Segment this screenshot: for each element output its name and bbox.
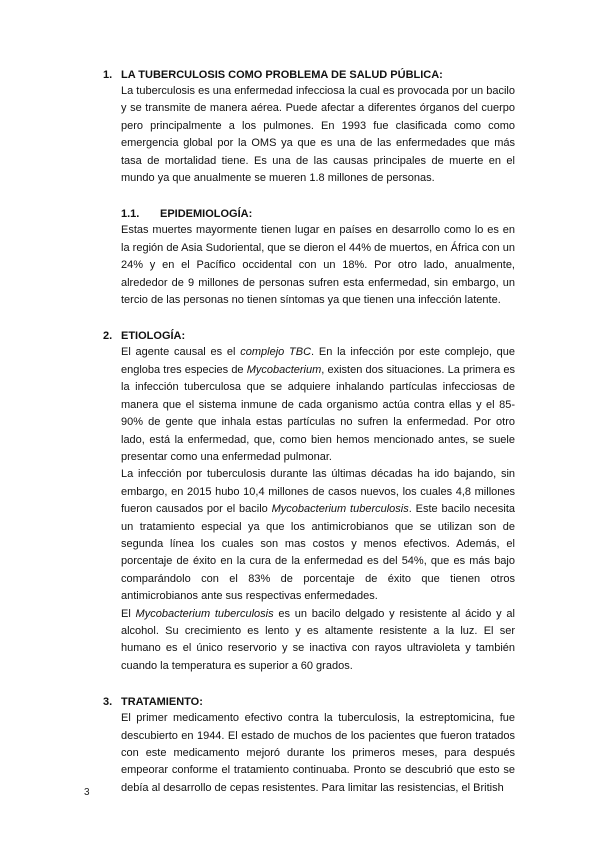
section-number: 2.: [103, 330, 113, 343]
section-title: ETIOLOGÍA:: [121, 330, 186, 343]
text-run: . Este bacilo necesita un tratamiento especial ya que los antimicrobianos que se utilizan son de segunda línea los cuales son mas costos y menos efectivos. Además, el porcentaje de éxito en la cura de la enfermedad es del 54%, que es más bajo comparándolo con el 83% de porcentaje de éxito que tienen otros antimicrobianos ante sus respectivas enfermedades.: [121, 503, 515, 603]
section-title: TRATAMIENTO:: [121, 696, 203, 709]
italic-term: Mycobacterium tuberculosis: [271, 503, 409, 516]
text-run: . En la infección por este complejo, que engloba tres especies de: [121, 346, 515, 376]
italic-term: complejo TBC: [240, 346, 312, 359]
text-run: El: [121, 607, 136, 620]
text-run: , existen dos situaciones. La primera es la infección tuberculosa que se adquiere inhalando partículas infecciosas de manera que el sistema inmune de cada organismo actúa contra ellas y el 85-90% de gente que inhala estas partículas no sufren la enfermedad. Por otro lado, está la enfermedad, que, como bien hemos mencionado antes, se suele presentar como una enfermedad pulmonar.: [121, 363, 515, 463]
section-3-paragraph: El primer medicamento efectivo contra la tuberculosis, la estreptomicina, fue descubierto en 1944. El estado de muchos de los pacientes que fueron tratados con este medicamento mejoró durante los primeros meses, para después empeorar conforme el tratamiento continuaba. Pronto se descubrió que esto se debía al desarrollo de cepas resistentes. Para limitar las resistencias, el British: [121, 712, 515, 794]
section-2-paragraph-1: [121, 344, 515, 466]
section-1-paragraph: La tuberculosis es una enfermedad infecciosa la cual es provocada por un bacilo y se transmite de manera aérea. Puede afectar a diferentes órganos del cuerpo pero principalmente a los pulmones. En 1993 fue clasificada como como emergencia global por la OMS ya que es una de las enfermedades que más tasa de mortalidad tiene. Es una de las causas principales de muerte en el mundo ya que anualmente se mueren 1.8 millones de personas.: [121, 85, 515, 185]
section-title: LA TUBERCULOSIS COMO PROBLEMA DE SALUD PÚBLICA:: [121, 69, 443, 81]
section-heading-1: [103, 68, 515, 83]
document-body: [103, 68, 515, 797]
section-2-paragraph-3: [121, 606, 515, 676]
text-run: El agente causal es el: [121, 346, 241, 359]
section-number: 3.: [103, 696, 113, 709]
subsection-1-1-paragraph: Estas muertes mayormente tienen lugar en países en desarrollo como lo es en la región de Asia Sudoriental, que se dieron el 44% de muertos, en África con un 24% y en el Pacífico occidental con un 18%. Por otro lado, anualmente, alrededor de 9 millones de personas sufren esta enfermedad, sin embargo, un tercio de las personas no tienen síntomas ya que tienen una infección latente.: [121, 224, 515, 307]
subsection-title: EPIDEMIOLOGÍA:: [160, 208, 253, 221]
text-run: La infección por tuberculosis durante las últimas décadas ha ido bajando, sin embargo, en 2015 hubo 10,4 millones de casos nuevos, los cuales 4,8 millones fueron causados por el bacilo: [121, 468, 515, 516]
subsection-heading-1-1: [121, 207, 515, 222]
page-number: 3: [84, 787, 90, 798]
section-heading-3: [103, 695, 515, 710]
section-heading-2: [103, 329, 515, 344]
italic-term: Mycobacterium: [246, 363, 322, 376]
text-run: es un bacilo delgado y resistente al ácido y al alcohol. Su crecimiento es lento y es altamente resistente a la luz. El ser humano es el único reservorio y se inactiva con rayos ultravioleta y también cuando la temperatura es superior a 60 grados.: [121, 607, 515, 672]
section-2-paragraph-2: [121, 466, 515, 605]
italic-term: Mycobacterium tuberculosis: [135, 607, 274, 620]
section-number: 1.: [103, 69, 113, 81]
subsection-number: 1.1.: [121, 208, 140, 221]
